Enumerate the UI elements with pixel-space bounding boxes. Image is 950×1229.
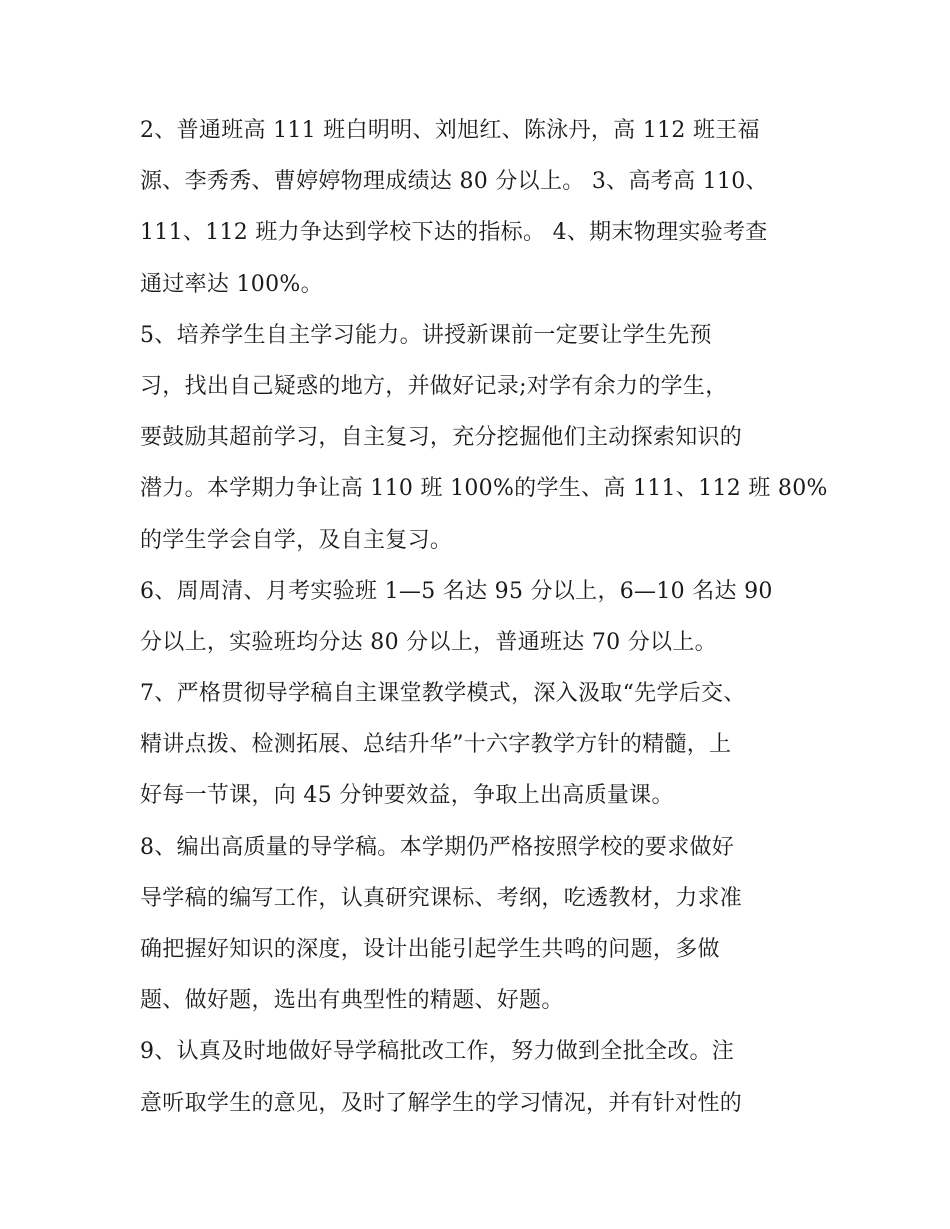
text-line: 6、周周清、月考实验班 1—5 名达 95 分以上，6—10 名达 90 [140, 578, 773, 604]
text-line: 7、严格贯彻导学稿自主课堂教学模式，深入汲取“先学后交、 [140, 681, 746, 707]
text-line: 的学生学会自学，及自主复习。 [140, 527, 453, 553]
text-line: 源、李秀秀、曹婷婷物理成绩达 80 分以上。 3、高考高 110、 [140, 169, 768, 195]
text-line: 111、112 班力争达到学校下达的指标。 4、期末物理实验考查 [140, 220, 768, 246]
text-line: 精讲点拨、检测拓展、总结升华”十六字教学方针的精髓，上 [140, 732, 732, 758]
document-page [140, 105, 828, 1129]
text-line: 导学稿的编写工作，认真研究课标、考纲，吃透教材，力求准 [140, 885, 743, 911]
text-line: 习，找出自己疑惑的地方，并做好记录;对学有余力的学生， [140, 373, 728, 399]
text-line: 2、普通班高 111 班白明明、刘旭红、陈泳丹，高 112 班王福 [140, 118, 760, 143]
text-line: 通过率达 100%。 [140, 271, 323, 297]
text-line: 意听取学生的意见，及时了解学生的学习情况，并有针对性的 [140, 1090, 743, 1116]
text-line: 分以上，实验班均分达 80 分以上，普通班达 70 分以上。 [140, 629, 717, 655]
text-line: 确把握好知识的深度，设计出能引起学生共鸣的问题，多做 [140, 937, 720, 962]
text-line: 要鼓励其超前学习，自主复习，充分挖掘他们主动探索知识的 [140, 425, 743, 451]
text-line: 好每一节课，向 45 分钟要效益，争取上出高质量课。 [140, 783, 674, 809]
text-line: 5、培养学生自主学习能力。讲授新课前一定要让学生先预 [140, 322, 712, 348]
text-line: 8、编出高质量的导学稿。本学期仍严格按照学校的要求做好 [140, 834, 735, 860]
text-line: 潜力。本学期力争让高 110 班 100%的学生、高 111、112 班 80% [140, 476, 828, 502]
text-line: 题、做好题，选出有典型性的精题、好题。 [140, 988, 564, 1014]
text-line: 9、认真及时地做好导学稿批改工作，努力做到全批全改。注 [140, 1039, 735, 1065]
